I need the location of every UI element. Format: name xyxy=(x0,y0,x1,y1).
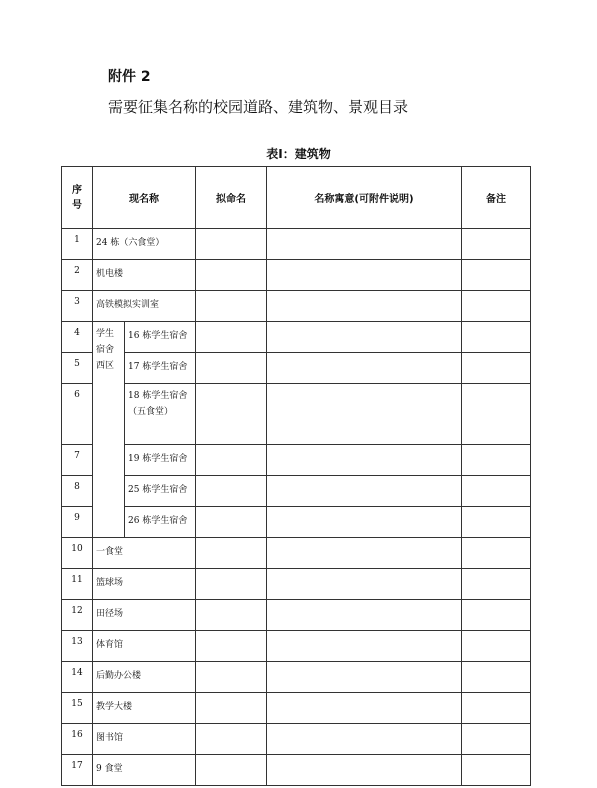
table-row xyxy=(62,507,531,538)
row-seq: 13 xyxy=(62,631,93,662)
row-name: 25 栋学生宿舍 xyxy=(125,476,196,507)
row-seq: 15 xyxy=(62,693,93,724)
meaning-cell[interactable] xyxy=(267,229,462,260)
row-name: 9 食堂 xyxy=(93,755,196,786)
header-proposed-name: 拟命名 xyxy=(196,167,267,229)
proposed-name-cell[interactable] xyxy=(196,384,267,445)
table-row xyxy=(62,353,531,384)
header-current-name: 现名称 xyxy=(93,167,196,229)
row-name: 26 栋学生宿舍 xyxy=(125,507,196,538)
table-row xyxy=(62,476,531,507)
row-seq: 11 xyxy=(62,569,93,600)
proposed-name-cell[interactable] xyxy=(196,229,267,260)
row-seq: 7 xyxy=(62,445,93,476)
row-seq: 14 xyxy=(62,662,93,693)
meaning-cell[interactable] xyxy=(267,353,462,384)
row-name: 24 栋（六食堂） xyxy=(93,229,196,260)
proposed-name-cell[interactable] xyxy=(196,353,267,384)
remarks-cell[interactable] xyxy=(462,260,531,291)
meaning-cell[interactable] xyxy=(267,445,462,476)
meaning-cell[interactable] xyxy=(267,693,462,724)
row-name: 高铁模拟实训室 xyxy=(93,291,196,322)
table-row xyxy=(62,569,531,600)
table-row xyxy=(62,229,531,260)
proposed-name-cell[interactable] xyxy=(196,445,267,476)
meaning-cell[interactable] xyxy=(267,507,462,538)
remarks-cell[interactable] xyxy=(462,662,531,693)
remarks-cell[interactable] xyxy=(462,693,531,724)
table-row xyxy=(62,384,531,445)
remarks-cell[interactable] xyxy=(462,476,531,507)
meaning-cell[interactable] xyxy=(267,260,462,291)
table-caption: 表Ⅰ：建筑物 xyxy=(266,147,331,161)
row-name: 19 栋学生宿舍 xyxy=(125,445,196,476)
meaning-cell[interactable] xyxy=(267,600,462,631)
row-seq: 17 xyxy=(62,755,93,786)
row-seq: 8 xyxy=(62,476,93,507)
proposed-name-cell[interactable] xyxy=(196,538,267,569)
header-remarks: 备注 xyxy=(462,167,531,229)
proposed-name-cell[interactable] xyxy=(196,476,267,507)
meaning-cell[interactable] xyxy=(267,662,462,693)
meaning-cell[interactable] xyxy=(267,476,462,507)
row-seq: 16 xyxy=(62,724,93,755)
remarks-cell[interactable] xyxy=(462,384,531,445)
dorm-group-label: 学生宿舍西区 xyxy=(93,322,125,538)
row-seq: 6 xyxy=(62,384,93,445)
proposed-name-cell[interactable] xyxy=(196,260,267,291)
remarks-cell[interactable] xyxy=(462,600,531,631)
proposed-name-cell[interactable] xyxy=(196,507,267,538)
row-name: 体育馆 xyxy=(93,631,196,662)
row-name: 机电楼 xyxy=(93,260,196,291)
document-subtitle: 需要征集名称的校园道路、建筑物、景观目录 xyxy=(108,98,409,116)
table-row xyxy=(62,724,531,755)
table-row xyxy=(62,538,531,569)
meaning-cell[interactable] xyxy=(267,384,462,445)
meaning-cell[interactable] xyxy=(267,569,462,600)
attachment-label: 附件 2 xyxy=(108,69,151,85)
table-row xyxy=(62,322,531,353)
row-name: 一食堂 xyxy=(93,538,196,569)
table-row xyxy=(62,291,531,322)
proposed-name-cell[interactable] xyxy=(196,291,267,322)
remarks-cell[interactable] xyxy=(462,507,531,538)
header-seq: 序号 xyxy=(62,167,93,229)
row-seq: 9 xyxy=(62,507,93,538)
remarks-cell[interactable] xyxy=(462,569,531,600)
remarks-cell[interactable] xyxy=(462,631,531,662)
proposed-name-cell[interactable] xyxy=(196,755,267,786)
row-seq: 1 xyxy=(62,229,93,260)
remarks-cell[interactable] xyxy=(462,353,531,384)
meaning-cell[interactable] xyxy=(267,755,462,786)
proposed-name-cell[interactable] xyxy=(196,724,267,755)
row-name: 田径场 xyxy=(93,600,196,631)
proposed-name-cell[interactable] xyxy=(196,693,267,724)
row-name: 18 栋学生宿舍（五食堂） xyxy=(125,384,196,445)
meaning-cell[interactable] xyxy=(267,724,462,755)
remarks-cell[interactable] xyxy=(462,229,531,260)
meaning-cell[interactable] xyxy=(267,538,462,569)
meaning-cell[interactable] xyxy=(267,291,462,322)
row-seq: 3 xyxy=(62,291,93,322)
remarks-cell[interactable] xyxy=(462,724,531,755)
row-seq: 5 xyxy=(62,353,93,384)
row-name: 16 栋学生宿舍 xyxy=(125,322,196,353)
meaning-cell[interactable] xyxy=(267,322,462,353)
remarks-cell[interactable] xyxy=(462,322,531,353)
row-seq: 2 xyxy=(62,260,93,291)
row-name: 图书馆 xyxy=(93,724,196,755)
row-seq: 12 xyxy=(62,600,93,631)
remarks-cell[interactable] xyxy=(462,755,531,786)
remarks-cell[interactable] xyxy=(462,538,531,569)
row-seq: 10 xyxy=(62,538,93,569)
proposed-name-cell[interactable] xyxy=(196,662,267,693)
row-name: 篮球场 xyxy=(93,569,196,600)
table-row xyxy=(62,445,531,476)
remarks-cell[interactable] xyxy=(462,445,531,476)
table-row xyxy=(62,631,531,662)
row-name: 17 栋学生宿舍 xyxy=(125,353,196,384)
table-row xyxy=(62,260,531,291)
row-name: 后勤办公楼 xyxy=(93,662,196,693)
proposed-name-cell[interactable] xyxy=(196,631,267,662)
table-row xyxy=(62,662,531,693)
table-row xyxy=(62,755,531,786)
proposed-name-cell[interactable] xyxy=(196,322,267,353)
header-meaning: 名称寓意(可附件说明) xyxy=(267,167,462,229)
row-seq: 4 xyxy=(62,322,93,353)
proposed-name-cell[interactable] xyxy=(196,569,267,600)
proposed-name-cell[interactable] xyxy=(196,600,267,631)
meaning-cell[interactable] xyxy=(267,631,462,662)
table-row xyxy=(62,600,531,631)
remarks-cell[interactable] xyxy=(462,291,531,322)
buildings-table xyxy=(61,166,531,786)
row-name: 教学大楼 xyxy=(93,693,196,724)
table-row xyxy=(62,693,531,724)
